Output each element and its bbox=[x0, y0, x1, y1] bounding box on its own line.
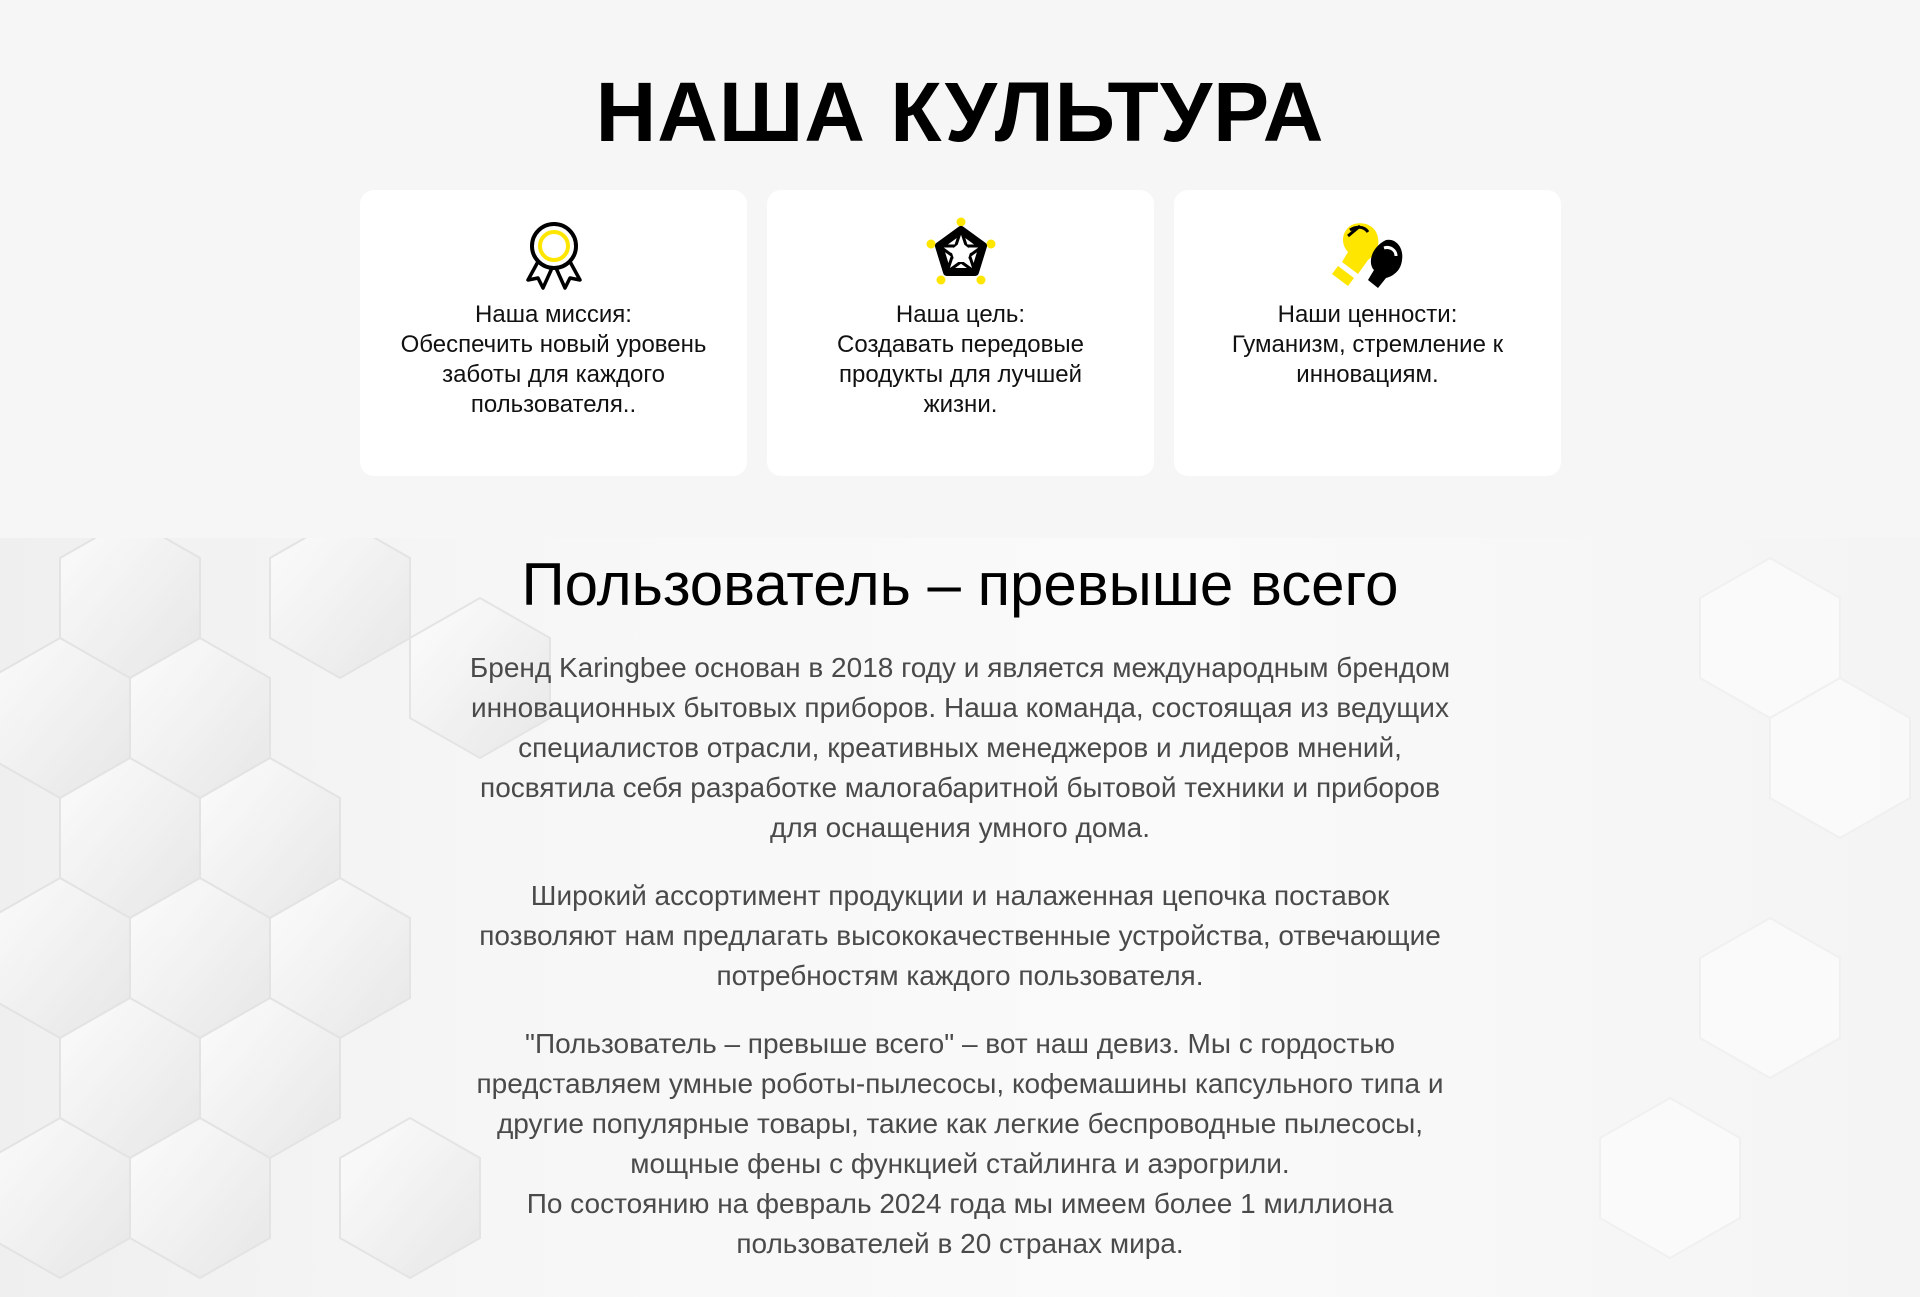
p1-line-5: для оснащения умного дома. bbox=[770, 812, 1150, 843]
user-first-section bbox=[0, 538, 1920, 1297]
user-first-title: Пользователь – превыше всего bbox=[521, 551, 1399, 618]
p2-line-3: потребностям каждого пользователя. bbox=[716, 960, 1204, 991]
p2-line-1: Широкий ассортимент продукции и налаженная цепочка поставок bbox=[530, 880, 1390, 911]
goal-line-1: Наша цель: bbox=[895, 301, 1026, 328]
p1-line-1: Бренд Karingbee основан в 2018 году и является международным брендом bbox=[469, 652, 1451, 683]
about-paragraph-2 bbox=[320, 876, 1600, 996]
p2-line-2: позволяют нам предлагать высококачественные устройства, отвечающие bbox=[479, 920, 1441, 951]
mission-line-4: пользователя.. bbox=[470, 391, 637, 418]
mission-card bbox=[360, 190, 747, 476]
culture-title: НАША КУЛЬТУРА bbox=[595, 65, 1325, 159]
mission-line-1: Наша миссия: bbox=[475, 301, 632, 328]
about-paragraph-3 bbox=[320, 1024, 1600, 1264]
p3-line-4: мощные фены с функцией стайлинга и аэрогрили. bbox=[630, 1148, 1290, 1179]
values-card bbox=[1174, 190, 1561, 476]
p1-line-4: посвятила себя разработке малогабаритной бытовой техники и приборов bbox=[480, 772, 1440, 803]
award-ribbon-icon bbox=[514, 214, 594, 294]
values-line-2: Гуманизм, стремление к bbox=[1231, 331, 1504, 358]
goal-card bbox=[767, 190, 1154, 476]
goal-line-4: жизни. bbox=[923, 391, 998, 418]
p3-line-1: "Пользователь – превыше всего" – вот наш девиз. Мы с гордостью bbox=[525, 1028, 1395, 1059]
p3-line-5: По состоянию на февраль 2024 года мы имеем более 1 миллиона bbox=[526, 1188, 1394, 1219]
p3-line-2: представляем умные роботы-пылесосы, кофемашины капсульного типа и bbox=[476, 1068, 1444, 1099]
mission-line-2: Обеспечить новый уровень bbox=[400, 331, 707, 358]
about-paragraph-1 bbox=[320, 648, 1600, 848]
goal-line-2: Создавать передовые bbox=[837, 331, 1084, 358]
p3-line-3: другие популярные товары, такие как легкие беспроводные пылесосы, bbox=[496, 1108, 1424, 1139]
values-line-3: инновациям. bbox=[1296, 361, 1439, 388]
p1-line-3: специалистов отрасли, креативных менеджеров и лидеров мнений, bbox=[518, 732, 1402, 763]
boxing-gloves-icon bbox=[1328, 214, 1408, 294]
mission-line-3: заботы для каждого bbox=[442, 361, 665, 388]
teamwork-circle-icon bbox=[921, 214, 1001, 294]
values-line-1: Наши ценности: bbox=[1277, 301, 1458, 328]
p1-line-2: инновационных бытовых приборов. Наша команда, состоящая из ведущих bbox=[471, 692, 1449, 723]
p3-line-6: пользователей в 20 странах мира. bbox=[736, 1228, 1184, 1259]
goal-line-3: продукты для лучшей bbox=[838, 361, 1083, 388]
about-text bbox=[320, 648, 1600, 1292]
culture-cards bbox=[360, 190, 1562, 476]
